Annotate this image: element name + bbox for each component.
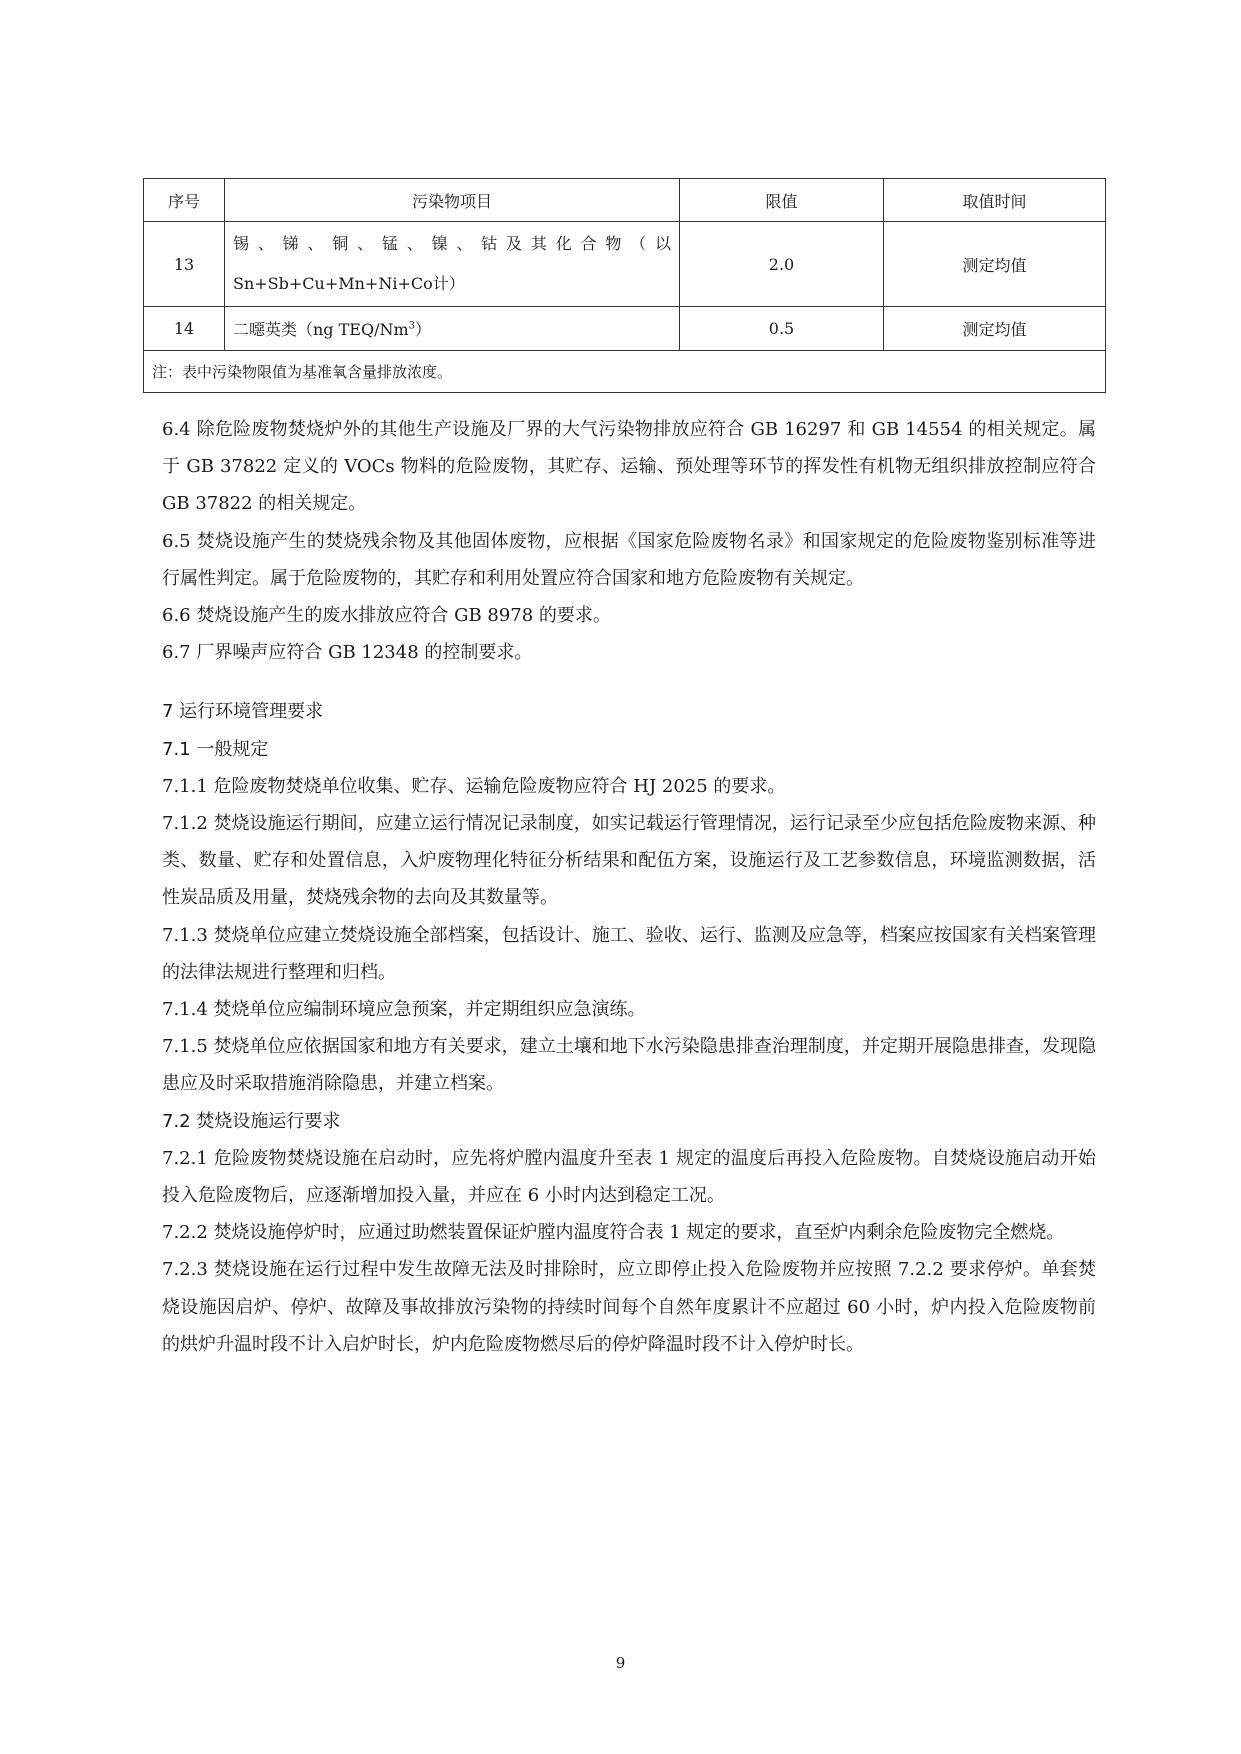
header-serial-number: 序号 xyxy=(144,179,225,222)
page-number: 9 xyxy=(615,1654,626,1672)
table-row xyxy=(144,222,1106,307)
paragraph-6-4: 6.4 除危险废物焚烧炉外的其他生产设施及厂界的大气污染物排放应符合 GB 16297 和 GB 14554 的相关规定。属于 GB 37822 定义的 VOCs 物料的危险废物，其贮存、运输、预处理等环节的挥发性有机物无组织排放控制应符合 GB 37822 的相关规定。 xyxy=(162,419,1096,515)
paragraph-6-7: 6.7 厂界噪声应符合 GB 12348 的控制要求。 xyxy=(162,642,533,664)
pollutant-name: 二噁英类（ng TEQ/Nm xyxy=(233,320,409,339)
paragraph-7-1-5: 7.1.5 焚烧单位应依据国家和地方有关要求，建立土壤和地下水污染隐患排查治理制度，并定期开展隐患排查，发现隐患应及时采取措施消除隐患，并建立档案。 xyxy=(162,1036,1096,1095)
document-body xyxy=(162,411,1096,1363)
paragraph-6-5: 6.5 焚烧设施产生的焚烧残余物及其他固体废物，应根据《国家危险废物名录》和国家规定的危险废物鉴别标准等进行属性判定。属于危险废物的，其贮存和利用处置应符合国家和地方危险废物有关规定。 xyxy=(162,530,1096,589)
table-note-row xyxy=(144,351,1106,393)
paragraph-7-1-4: 7.1.4 焚烧单位应编制环境应急预案，并定期组织应急演练。 xyxy=(162,999,646,1021)
row-pollutant-item: 锡、锑、铜、锰、镍、钴及其化合物（以Sn+Sb+Cu+Mn+Ni+Co计） xyxy=(225,222,680,307)
paragraph-7-2-3: 7.2.3 焚烧设施在运行过程中发生故障无法及时排除时，应立即停止投入危险废物并应按照 7.2.2 要求停炉。单套焚烧设施因启炉、停炉、故障及事故排放污染物的持续时间每个自然年度累计不应超过 60 小时，炉内投入危险废物前的烘炉升温时段不计入启炉时长，炉内危险废物燃尽后的停炉降温时段不计入停炉时长。 xyxy=(162,1259,1096,1355)
row-sampling-time: 测定均值 xyxy=(884,307,1106,351)
heading-section-7-1: 7.1 一般规定 xyxy=(162,738,269,760)
row-limit-value: 0.5 xyxy=(680,307,884,351)
header-sampling-time: 取值时间 xyxy=(884,179,1106,222)
section-spacer xyxy=(162,671,1096,693)
row-limit-value: 2.0 xyxy=(680,222,884,307)
pollutant-limits-table xyxy=(143,178,1106,393)
header-pollutant-item: 污染物项目 xyxy=(225,179,680,222)
unit-superscript: 3 xyxy=(408,320,416,332)
paragraph-7-1-2: 7.1.2 焚烧设施运行期间，应建立运行情况记录制度，如实记载运行管理情况，运行记录至少应包括危险废物来源、种类、数量、贮存和处置信息，入炉废物理化特征分析结果和配伍方案，设施运行及工艺参数信息，环境监测数据，活性炭品质及用量，焚烧残余物的去向及其数量等。 xyxy=(162,813,1096,909)
row-sampling-time: 测定均值 xyxy=(884,222,1106,307)
heading-section-7: 7 运行环境管理要求 xyxy=(162,701,324,723)
table-note: 注：表中污染物限值为基准氧含量排放浓度。 xyxy=(144,351,1106,393)
paragraph-7-1-3: 7.1.3 焚烧单位应建立焚烧设施全部档案，包括设计、施工、验收、运行、监测及应急等，档案应按国家有关档案管理的法律法规进行整理和归档。 xyxy=(162,924,1096,983)
table-row xyxy=(144,307,1106,351)
row-serial-number: 14 xyxy=(144,307,225,351)
pollutant-name-tail: ） xyxy=(415,320,432,339)
row-serial-number: 13 xyxy=(144,222,225,307)
heading-section-7-2: 7.2 焚烧设施运行要求 xyxy=(162,1110,341,1132)
paragraph-7-1-1: 7.1.1 危险废物焚烧单位收集、贮存、运输危险废物应符合 HJ 2025 的要求。 xyxy=(162,775,786,797)
paragraph-7-2-2: 7.2.2 焚烧设施停炉时，应通过助燃装置保证炉膛内温度符合表 1 规定的要求，直至炉内剩余危险废物完全燃烧。 xyxy=(162,1222,1065,1244)
paragraph-7-2-1: 7.2.1 危险废物焚烧设施在启动时，应先将炉膛内温度升至表 1 规定的温度后再投入危险废物。自焚烧设施启动开始投入危险废物后，应逐渐增加投入量，并应在 6 小时内达到稳定工况。 xyxy=(162,1147,1096,1207)
paragraph-6-6: 6.6 焚烧设施产生的废水排放应符合 GB 8978 的要求。 xyxy=(162,605,611,627)
table-header-row xyxy=(144,179,1106,222)
header-limit: 限值 xyxy=(680,179,884,222)
row-pollutant-item xyxy=(225,307,680,351)
